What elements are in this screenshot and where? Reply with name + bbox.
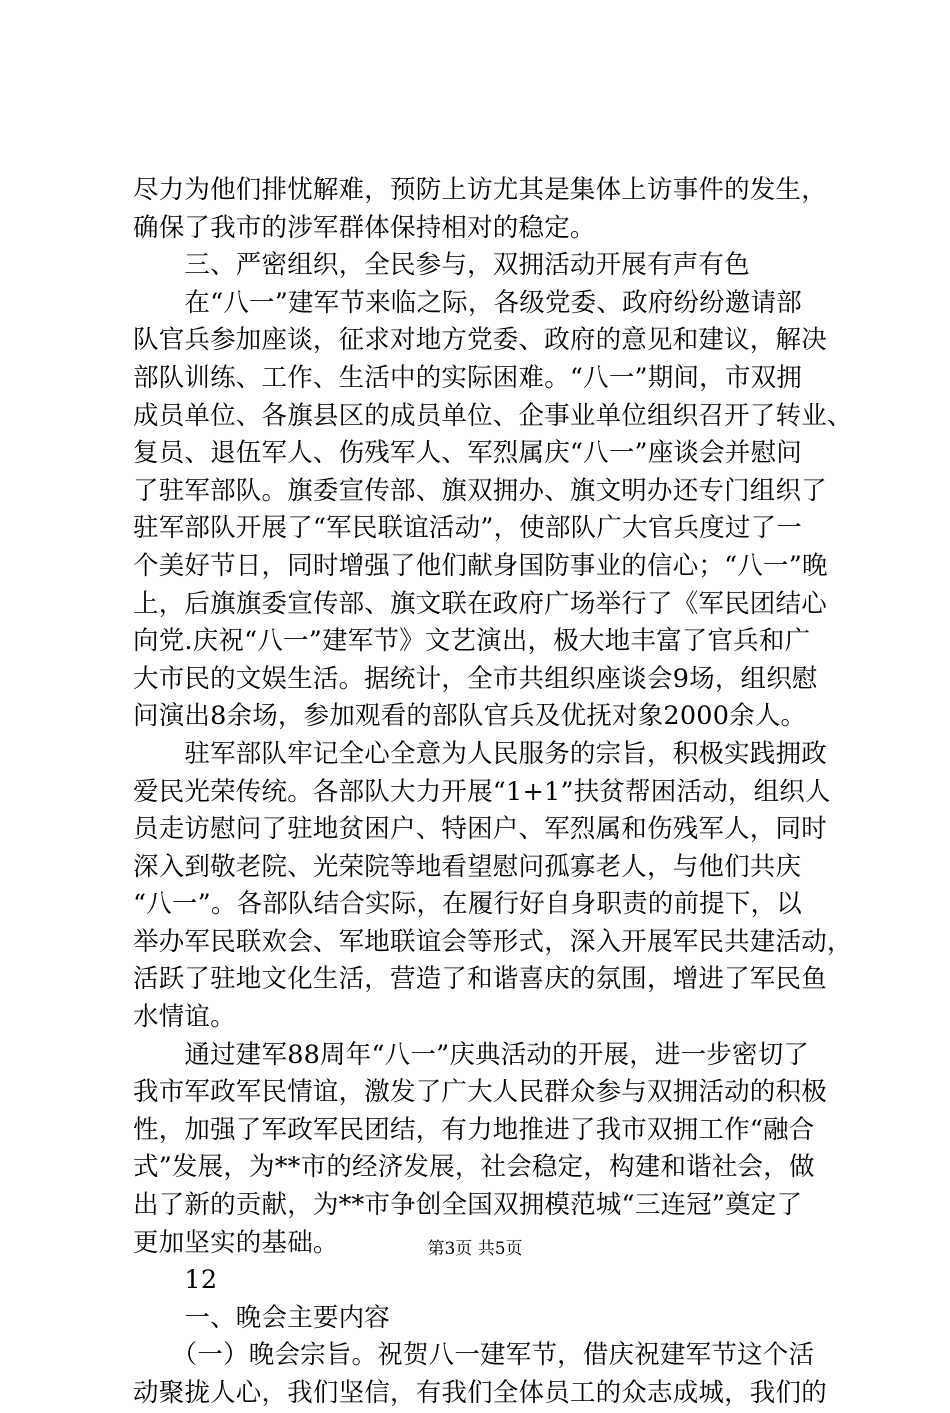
text-line: 举办军民联欢会、军地联谊会等形式，深入开展军民共建活动， [133, 926, 853, 957]
text-line: 驻军部队牢记全心全意为人民服务的宗旨，积极实践拥政 [133, 738, 827, 769]
page-number-inline: 12 [133, 1265, 218, 1296]
text-line: （一）晚会宗旨。祝贺八一建军节，借庆祝建军节这个活 [133, 1340, 815, 1371]
text-line: 确保了我市的涉军群体保持相对的稳定。 [133, 212, 596, 243]
text-line: 队官兵参加座谈，征求对地方党委、政府的意见和建议，解决 [133, 325, 827, 356]
text-line: 我市军政军民情谊，激发了广大人民群众参与双拥活动的积极 [133, 1077, 827, 1108]
text-line: 部队训练、工作、生活中的实际困难。“八一”期间，市双拥 [133, 362, 802, 393]
text-line: 尽力为他们排忧解难，预防上访尤其是集体上访事件的发生， [133, 175, 827, 205]
text-line: 通过建军88周年“八一”庆典活动的开展，进一步密切了 [133, 1039, 810, 1070]
text-line: 上，后旗旗委宣传部、旗文联在政府广场举行了《军民团结心 [133, 588, 827, 619]
text-line: 动聚拢人心，我们坚信，有我们全体员工的众志成城，我们的 [133, 1378, 827, 1408]
text-line: 向党.庆祝“八一”建军节》文艺演出，极大地丰富了官兵和广 [133, 626, 811, 657]
text-line: 在“八一”建军节来临之际，各级党委、政府纷纷邀请部 [133, 287, 802, 318]
text-line: 活跃了驻地文化生活，营造了和谐喜庆的氛围，增进了军民鱼 [133, 964, 827, 995]
text-line: 员走访慰问了驻地贫困户、特困户、军烈属和伤残军人，同时 [133, 814, 827, 845]
text-line: 了驻军部队。旗委宣传部、旗双拥办、旗文明办还专门组织了 [133, 475, 827, 506]
page-indicator: 第3页 共5页 [427, 1239, 523, 1259]
text-line: 深入到敬老院、光荣院等地看望慰问孤寡老人，与他们共庆 [133, 851, 802, 882]
text-line: 出了新的贡献，为**市争创全国双拥模范城“三连冠”奠定了 [133, 1190, 803, 1221]
page-footer [0, 1238, 950, 1260]
text-line: 式”发展，为**市的经济发展，社会稳定，构建和谐社会，做 [133, 1152, 815, 1183]
text-line: 爱民光荣传统。各部队大力开展“1+1”扶贫帮困活动，组织人 [133, 776, 831, 807]
text-line: 复员、退伍军人、伤残军人、军烈属庆“八一”座谈会并慰问 [133, 438, 802, 469]
text-line: 更加坚实的基础。 [133, 1227, 339, 1258]
document-body [133, 172, 853, 1413]
section-heading: 一、晚会主要内容 [133, 1302, 391, 1333]
text-line: 大市民的文娱生活。据统计，全市共组织座谈会9场，组织慰 [133, 663, 818, 694]
text-line: 性，加强了军政军民团结，有力地推进了我市双拥工作“融合 [133, 1114, 815, 1145]
section-heading: 三、严密组织，全民参与，双拥活动开展有声有色 [133, 250, 750, 281]
text-line: 水情谊。 [133, 1002, 236, 1033]
text-line: 驻军部队开展了“军民联谊活动”，使部队广大官兵度过了一 [133, 513, 802, 544]
text-line: 成员单位、各旗县区的成员单位、企事业单位组织召开了转业、 [133, 400, 853, 431]
text-line: 问演出8余场，参加观看的部队官兵及优抚对象2000余人。 [133, 701, 807, 732]
text-line: “八一”。各部队结合实际，在履行好自身职责的前提下，以 [133, 889, 802, 920]
text-line: 个美好节日，同时增强了他们献身国防事业的信心；“八一”晚 [133, 550, 828, 581]
